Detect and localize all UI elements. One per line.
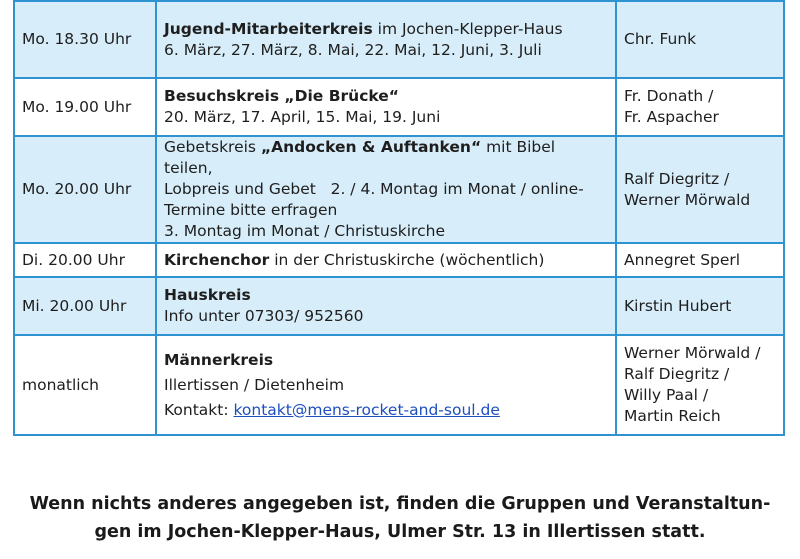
contact-cell: Kirstin Hubert	[616, 277, 784, 335]
group-title: Hauskreis	[164, 286, 251, 304]
description-cell	[156, 277, 616, 335]
description-cell	[156, 1, 616, 78]
group-title: Jugend-Mitarbeiterkreis	[164, 19, 373, 38]
description-cell	[156, 335, 616, 435]
contact-name: Fr. Aspacher	[624, 108, 719, 126]
contact-cell	[616, 136, 784, 243]
table-row	[14, 78, 784, 136]
contact-label: Kontakt:	[164, 400, 234, 419]
contact-cell: Annegret Sperl	[616, 243, 784, 277]
group-detail: Termine bitte erfragen	[164, 201, 338, 219]
table-row	[14, 136, 784, 243]
group-title-suffix: in der Christuskirche (wöchentlich)	[269, 250, 545, 269]
contact-name: Werner Mörwald /	[624, 344, 761, 362]
group-title: Kirchenchor	[164, 250, 270, 269]
email-link[interactable]: kontakt@mens-rocket-and-soul.de	[233, 400, 500, 419]
time-cell: Mi. 20.00 Uhr	[14, 277, 156, 335]
contact-name: Ralf Diegritz /	[624, 169, 730, 188]
group-location: Illertissen / Dietenheim	[164, 375, 345, 394]
table-row	[14, 335, 784, 435]
group-title-suffix: mit Bibel teilen,	[164, 138, 556, 177]
time-cell: Mo. 20.00 Uhr	[14, 136, 156, 243]
group-title: Besuchskreis „Die Brücke“	[164, 87, 399, 105]
contact-name: Fr. Donath /	[624, 87, 714, 105]
group-detail: Lobpreis und Gebet 2. / 4. Montag im Monat / online-	[164, 180, 584, 198]
group-info: Info unter 07303/ 952560	[164, 307, 364, 325]
table-row	[14, 277, 784, 335]
contact-cell	[616, 78, 784, 136]
group-prefix: Gebetskreis	[164, 138, 261, 156]
table-row	[14, 243, 784, 277]
schedule-table	[13, 0, 785, 436]
group-title-suffix: im Jochen-Klepper-Haus	[372, 19, 563, 38]
time-cell: Mo. 18.30 Uhr	[14, 1, 156, 78]
time-cell: monatlich	[14, 335, 156, 435]
description-cell	[156, 243, 616, 277]
group-detail: 3. Montag im Monat / Christuskirche	[164, 222, 445, 240]
time-cell: Mo. 19.00 Uhr	[14, 78, 156, 136]
contact-name: Ralf Diegritz /	[624, 365, 730, 383]
footer-note	[0, 490, 800, 546]
table-row	[14, 1, 784, 78]
contact-cell: Chr. Funk	[616, 1, 784, 78]
footer-line: Wenn nichts anderes angegeben ist, finden die Gruppen und Veranstaltun-	[29, 494, 771, 514]
time-cell: Di. 20.00 Uhr	[14, 243, 156, 277]
contact-name: Willy Paal /	[624, 386, 709, 404]
contact-name: Werner Mörwald	[624, 190, 751, 209]
group-dates: 6. März, 27. März, 8. Mai, 22. Mai, 12. Juni, 3. Juli	[164, 40, 542, 59]
group-title: „Andocken & Auftanken“	[260, 138, 482, 156]
description-cell	[156, 78, 616, 136]
group-dates: 20. März, 17. April, 15. Mai, 19. Juni	[164, 108, 441, 126]
footer-line: gen im Jochen-Klepper-Haus, Ulmer Str. 13 in Illertissen statt.	[94, 522, 706, 542]
description-cell	[156, 136, 616, 243]
contact-cell	[616, 335, 784, 435]
contact-name: Martin Reich	[624, 407, 721, 425]
group-title: Männerkreis	[164, 350, 274, 369]
